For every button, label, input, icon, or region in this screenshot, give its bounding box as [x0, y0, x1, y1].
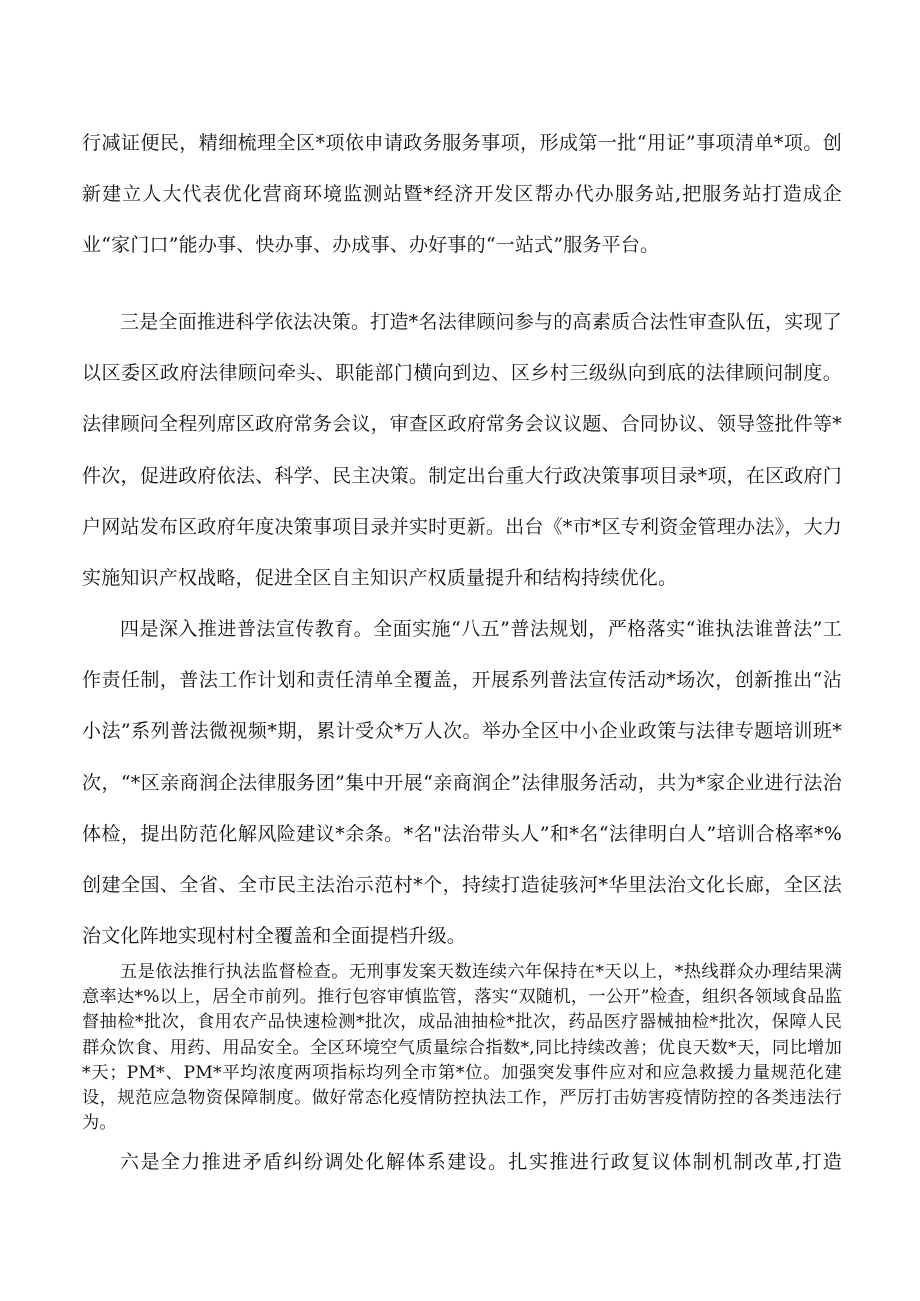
paragraph-scientific-decision-making: 三是全面推进科学依法决策。打造*名法律顾问参与的高素质合法性审查队伍，实现了以区委区政府法律顾问牵头、职能部门横向到边、区乡村三级纵向到底的法律顾问制度。法律顾问全程列席区政府常务会议，审查区政府常务会议议题、合同协议、领导签批件等*件次，促进政府依法、科学、民主决策。制定出台重大行政决策事项目录*项，在区政府门户网站发布区政府年度决策事项目录并实时更新。出台《*市*区专利资金管理办法》，大力实施知识产权战略，促进全区自主知识产权质量提升和结构持续优化。 — [82, 311, 842, 590]
paragraph-law-enforcement-supervision: 五是依法推行执法监督检查。无刑事发案天数连续六年保持在*天以上，*热线群众办理结果满意率达*%以上，居全市前列。推行包容审慎监管，落实“双随机，一公开”检查，组织各领域食品监督抽检*批次，食用农产品快速检测*批次，成品油抽检*批次，药品医疗器械抽检*批次，保障人民群众饮食、用药、用品安全。全区环境空气质量综合指数*,同比持续改善；优良天数*天，同比增加*天；PM*、PM*平均浓度两项指标均列全市第*位。加强突发事件应对和应急救援力量规范化建设，规范应急物资保障制度。做好常态化疫情防控执法工作，严厉打击妨害疫情防控的各类违法行为。 — [82, 962, 842, 1134]
paragraph-legal-education: 四是深入推进普法宣传教育。全面实施“八五”普法规划，严格落实“谁执法谁普法”工作责任制，普法工作计划和责任清单全覆盖，开展系列普法宣传活动*场次，创新推出“沾小法”系列普法微视频*期，累计受众*万人次。举办全区中小企业政策与法律专题培训班*次，“*区亲商润企法律服务团”集中开展“亲商润企”法律服务活动，共为*家企业进行法治体检，提出防范化解风险建议*余条。*名"法治带头人”和*名“法律明白人”培训合格率*%创建全国、全省、全市民主法治示范村*个，持续打造徒骇河*华里法治文化长廊，全区法治文化阵地实现村村全覆盖和全面提档升级。 — [82, 618, 842, 948]
paragraph-continuation: 行减证便民，精细梳理全区*项依申请政务服务事项，形成第一批“用证”事项清单*项。创新建立人大代表优化营商环境监测站暨*经济开发区帮办代办服务站,把服务站打造成企业“家门口”能办事、快办事、办成事、办好事的“一站式”服务平台。 — [82, 132, 842, 257]
paragraph-dispute-resolution: 六是全力推进矛盾纠纷调处化解体系建设。扎实推进行政复议体制机制改革,打造 — [120, 1151, 842, 1173]
